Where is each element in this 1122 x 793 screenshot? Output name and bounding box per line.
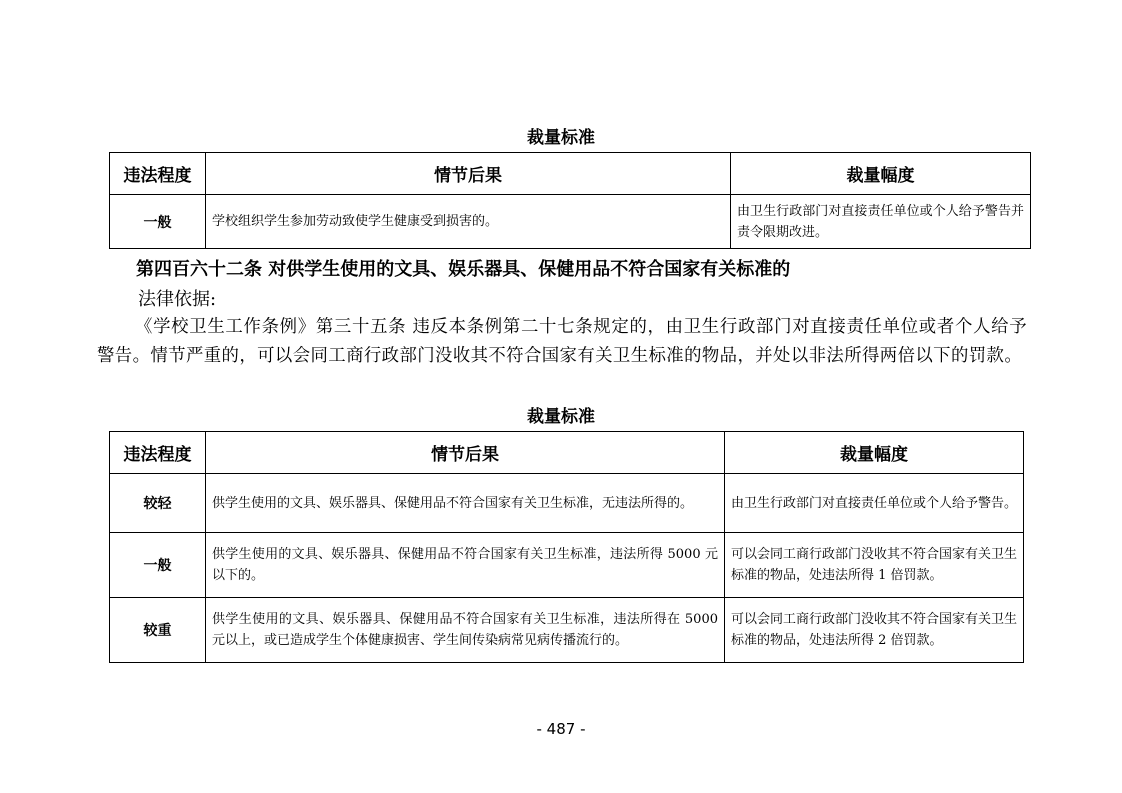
table-row [110, 195, 1031, 249]
table2-row2-discretion [725, 533, 1024, 598]
table2-row2-level: 一般 [110, 533, 206, 598]
table1-caption: 裁量标准 [527, 128, 595, 148]
table2-row1-circumstance [206, 474, 725, 533]
table2-header-circumstance: 情节后果 [206, 432, 725, 474]
table2-row2-circumstance [206, 533, 725, 598]
table1-header-circumstance: 情节后果 [206, 153, 731, 195]
legal-basis-paragraph: 《学校卫生工作条例》第三十五条 违反本条例第二十七条规定的，由卫生行政部门对直接责任单位或者个人给予警告。情节严重的，可以会同工商行政部门没收其不符合国家有关卫生标准的物品，并处以非法所得两倍以下的罚款。 [97, 317, 1027, 366]
table2-row3-circumstance [206, 598, 725, 663]
table1-header-discretion: 裁量幅度 [731, 153, 1031, 195]
table-row [110, 533, 1024, 598]
table2-row3-level: 较重 [110, 598, 206, 663]
table2-row1-level: 较轻 [110, 474, 206, 533]
table2-row1-discretion-text: 由卫生行政部门对直接责任单位或个人给予警告。 [731, 495, 1018, 511]
table1-row1-level: 一般 [110, 195, 206, 249]
table2-row3-discretion [725, 598, 1024, 663]
table2-header-discretion: 裁量幅度 [725, 432, 1024, 474]
table2-header-level: 违法程度 [110, 432, 206, 474]
table2-row1-discretion [725, 474, 1024, 533]
table-row [110, 474, 1024, 533]
table2-row1-circumstance-text: 供学生使用的文具、娱乐器具、保健用品不符合国家有关卫生标准，无违法所得的。 [212, 495, 694, 511]
article-title: 第四百六十二条 对供学生使用的文具、娱乐器具、保健用品不符合国家有关标准的 [136, 259, 791, 280]
table2-row2-discretion-text: 可以会同工商行政部门没收其不符合国家有关卫生标准的物品，处违法所得 1 倍罚款。 [731, 547, 1018, 583]
table1-row1-circumstance-text: 学校组织学生参加劳动致使学生健康受到损害的。 [212, 214, 499, 229]
table2-caption: 裁量标准 [527, 407, 595, 427]
table1 [109, 152, 1031, 249]
table1-row1-discretion [731, 195, 1031, 249]
table2-row3-discretion-text: 可以会同工商行政部门没收其不符合国家有关卫生标准的物品，处违法所得 2 倍罚款。 [731, 612, 1018, 648]
table1-row1-circumstance [206, 195, 731, 249]
legal-basis-label: 法律依据: [138, 289, 217, 310]
table2-row2-circumstance-text: 供学生使用的文具、娱乐器具、保健用品不符合国家有关卫生标准，违法所得 5000 元以下的。 [212, 547, 718, 583]
table1-header-level: 违法程度 [110, 153, 206, 195]
page-number: - 487 - [536, 720, 586, 738]
table2-row3-circumstance-text: 供学生使用的文具、娱乐器具、保健用品不符合国家有关卫生标准，违法所得在 5000 元以上，或已造成学生个体健康损害、学生间传染病常见病传播流行的。 [212, 612, 718, 648]
table1-header-row [110, 153, 1031, 195]
table2-header-row [110, 432, 1024, 474]
table1-row1-discretion-text: 由卫生行政部门对直接责任单位或个人给予警告并责令限期改进。 [737, 203, 1024, 240]
table2 [109, 431, 1024, 663]
table-row [110, 598, 1024, 663]
